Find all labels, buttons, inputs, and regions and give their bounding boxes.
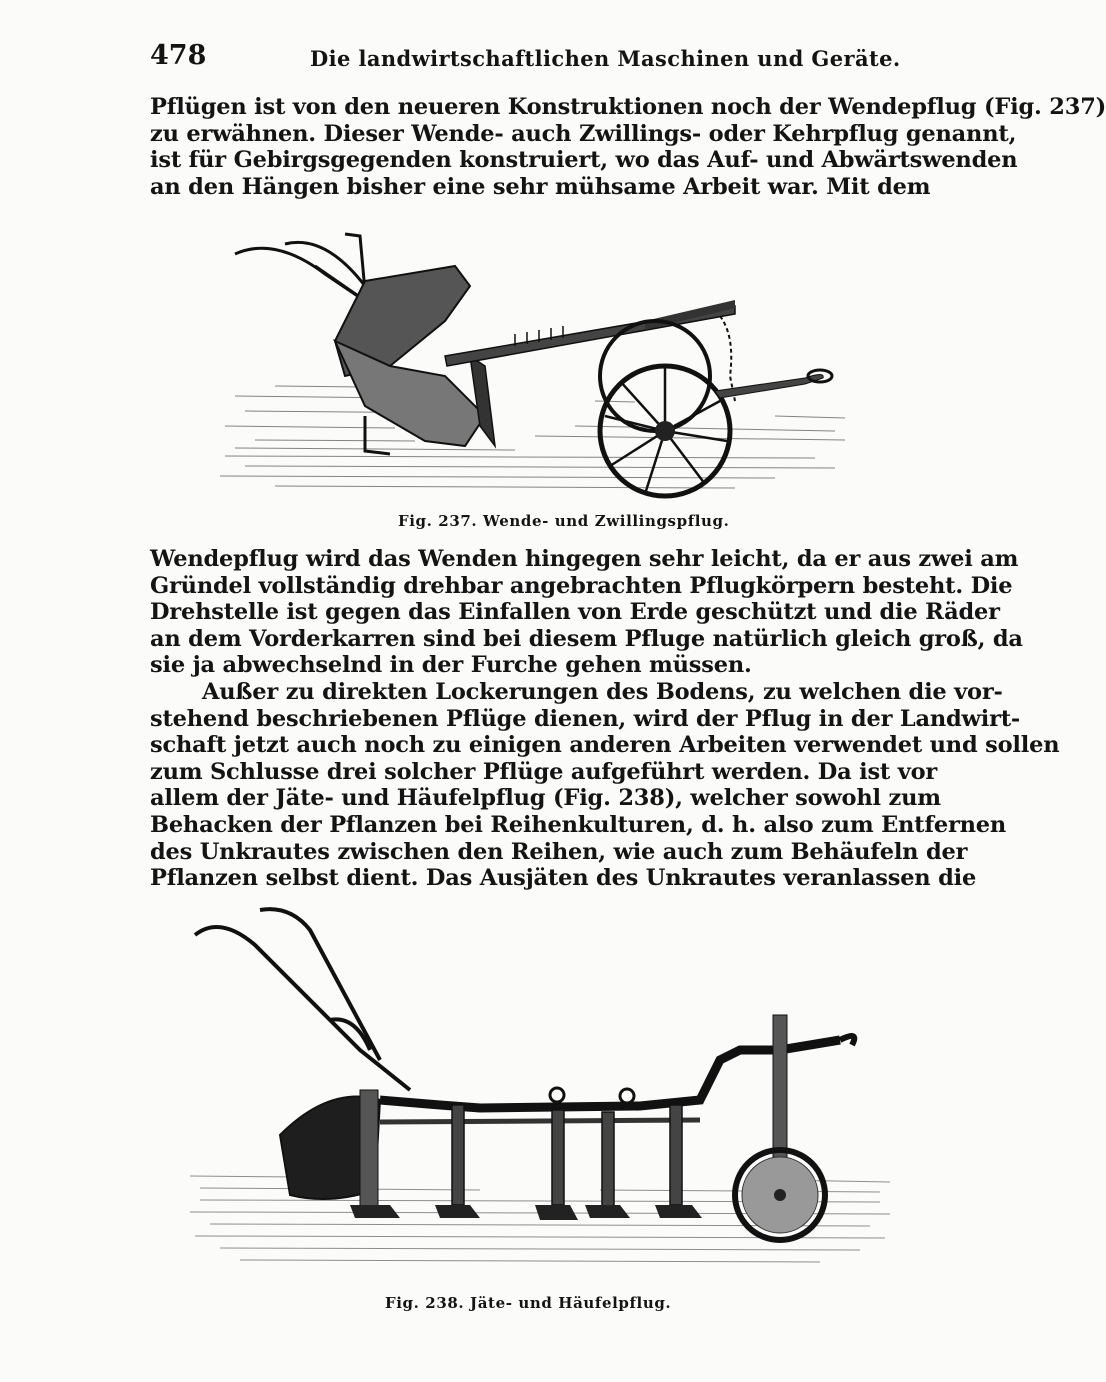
text-line: ist für Gebirgsgegenden konstruiert, wo das Auf- und Abwärtswenden — [150, 147, 1018, 174]
figure-237-caption: Fig. 237. Wende- und Zwillingspflug. — [398, 512, 730, 530]
text-line: des Unkrautes zwischen den Reihen, wie auch zum Behäufeln der — [150, 838, 968, 865]
text-line: Pflanzen selbst dient. Das Ausjäten des Unkrautes veranlassen die — [150, 865, 977, 892]
text-line: zu erwähnen. Dieser Wende- auch Zwillings- oder Kehrpflug genannt, — [150, 120, 1017, 147]
figure-238-illustration — [180, 900, 900, 1285]
weeding-hoe-plow-engraving — [180, 900, 900, 1285]
turn-plow-engraving — [215, 226, 855, 506]
text-line: Pflügen ist von den neueren Konstruktionen noch der Wendepflug (Fig. 237) — [150, 94, 1106, 120]
text-line: zum Schlusse drei solcher Pflüge aufgeführt werden. Da ist vor — [150, 758, 938, 785]
text-line: an den Hängen bisher eine sehr mühsame Arbeit war. Mit dem — [150, 173, 931, 200]
text-line: an dem Vorderkarren sind bei diesem Pfluge natürlich gleich groß, da — [150, 625, 1023, 652]
paragraph-1 — [150, 94, 1106, 200]
running-title: Die landwirtschaftlichen Maschinen und Geräte. — [310, 46, 901, 71]
text-line: allem der Jäte- und Häufelpflug (Fig. 238), welcher sowohl zum — [150, 785, 941, 812]
paragraph-3 — [150, 679, 1060, 892]
text-line: Außer zu direkten Lockerungen des Bodens, zu welchen die vor- — [202, 679, 1003, 705]
page-number: 478 — [150, 40, 207, 71]
figure-238-caption: Fig. 238. Jäte- und Häufelpflug. — [385, 1294, 672, 1312]
figure-237-illustration — [215, 226, 855, 506]
text-line: Gründel vollständig drehbar angebrachten Pflugkörpern besteht. Die — [150, 572, 1013, 599]
running-head — [150, 40, 920, 80]
paragraph-2 — [150, 546, 1023, 679]
text-line: Behacken der Pflanzen bei Reihenkulturen, d. h. also zum Entfernen — [150, 811, 1007, 838]
text-line: Drehstelle ist gegen das Einfallen von Erde geschützt und die Räder — [150, 599, 1000, 626]
text-line: stehend beschriebenen Pflüge dienen, wird der Pflug in der Landwirt- — [150, 705, 1021, 732]
text-line: Wendepflug wird das Wenden hingegen sehr leicht, da er aus zwei am — [150, 546, 1019, 572]
text-line: sie ja abwechselnd in der Furche gehen müssen. — [150, 652, 752, 679]
text-line: schaft jetzt auch noch zu einigen anderen Arbeiten verwendet und sollen — [150, 732, 1060, 759]
